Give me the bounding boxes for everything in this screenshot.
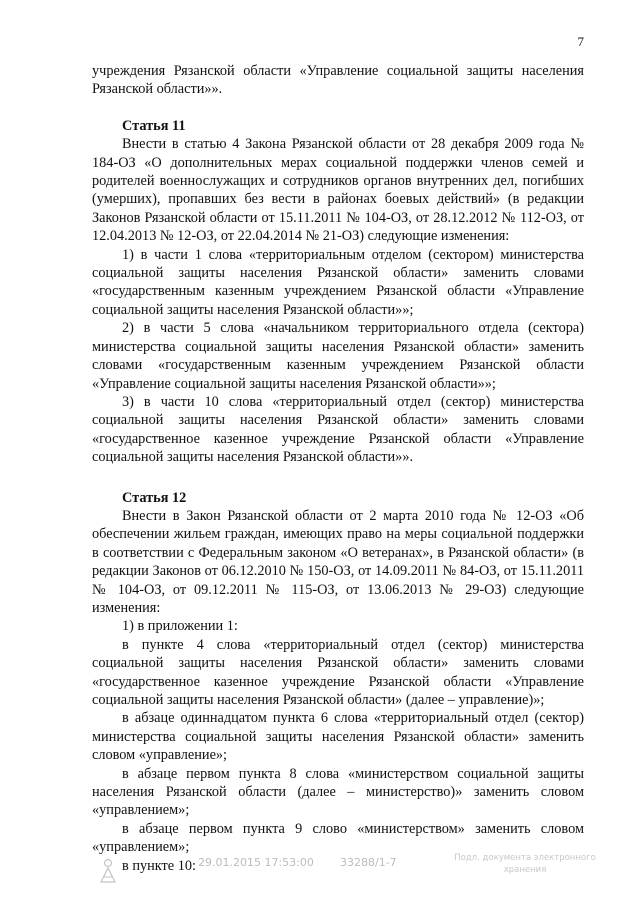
paragraph-continuation: учреждения Рязанской области «Управление социальной защиты населения Рязанской области»».	[92, 63, 584, 98]
article-11-item-2: 2) в части 5 слова «начальником территориального отдела (сектора) министерства социальной защиты населения Рязанской области» заменить словами «государственным казенным учреждением Рязанской области «Управление социальной защиты населения Рязанской области»»;	[92, 320, 584, 392]
article-12-subitem: в пункте 10:	[122, 857, 196, 874]
article-12-subitem: в абзаце первом пункта 9 слово «министерством» заменить словом «управлением»;	[92, 820, 584, 856]
article-12-paragraph: Внести в Закон Рязанской области от 2 марта 2010 года № 12-ОЗ «Об обеспечении жильем граждан, имеющих право на меры социальной поддержки в соответствии с Федеральным законом «О ветеранах», в Рязанской области» (в редакции Законов от 06.12.2010 № 150-ОЗ, от 14.09.2011 № 84-ОЗ, от 15.11.2011 № 104-ОЗ, от 09.12.2011 № 115-ОЗ, от 13.06.2013 № 29-ОЗ) следующие изменения:	[92, 507, 584, 616]
page-number: 7	[577, 34, 584, 49]
stamp-icon	[98, 858, 118, 884]
article-12-subitem: в пункте 4 слова «территориальный отдел (сектор) министерства социальной защиты населения Рязанской области» заменить словами «государственное казенное учреждение Рязанской области «Управление социальной защиты населения Рязанской области» (далее – управление)»;	[92, 636, 584, 708]
footer-doc-number: 33288/1-7	[340, 856, 397, 869]
article-12-item-1: 1) в приложении 1:	[122, 618, 238, 635]
article-12-subitem: в абзаце первом пункта 8 слова «министерством социальной защиты населения Рязанской области (далее – министерство)» заменить словом «управлением»;	[92, 765, 584, 819]
article-12-subitem: в абзаце одиннадцатом пункта 6 слова «территориальный отдел (сектор) министерства социальной защиты населения Рязанской области» заменить словом «управление»;	[92, 710, 584, 764]
footer-timestamp: 29.01.2015 17:53:00	[198, 856, 314, 869]
article-11-item-3: 3) в части 10 слова «территориальный отдел (сектор) министерства социальной защиты населения Рязанской области» заменить словами «государственное казенное учреждение Рязанской области «Управление социальной защиты населения Рязанской области»».	[92, 393, 584, 466]
article-11-heading: Статья 11	[122, 117, 186, 134]
article-11-paragraph: Внести в статью 4 Закона Рязанской области от 28 декабря 2009 года № 184-ОЗ «О дополнительных мерах социальной поддержки членов семей и родителей военнослужащих и сотрудников органов внутренних дел, погибших (умерших), пропавших без вести в районах боевых действий» (в редакции Законов Рязанской области от 15.11.2011 № 104-ОЗ, от 28.12.2012 № 112-ОЗ, от 12.04.2013 № 12-ОЗ, от 22.04.2014 № 21-ОЗ) следующие изменения:	[92, 136, 584, 245]
article-12-heading: Статья 12	[122, 489, 187, 506]
article-11-item-1: 1) в части 1 слова «территориальным отделом (сектором) министерства социальной защиты населения Рязанской области» заменить словами «государственным казенным учреждением Рязанской области «Управление социальной защиты населения Рязанской области»»;	[92, 246, 584, 318]
footer-note: Подл. документа электронного хранения	[454, 853, 596, 875]
document-footer	[0, 852, 640, 892]
document-body	[92, 62, 584, 875]
